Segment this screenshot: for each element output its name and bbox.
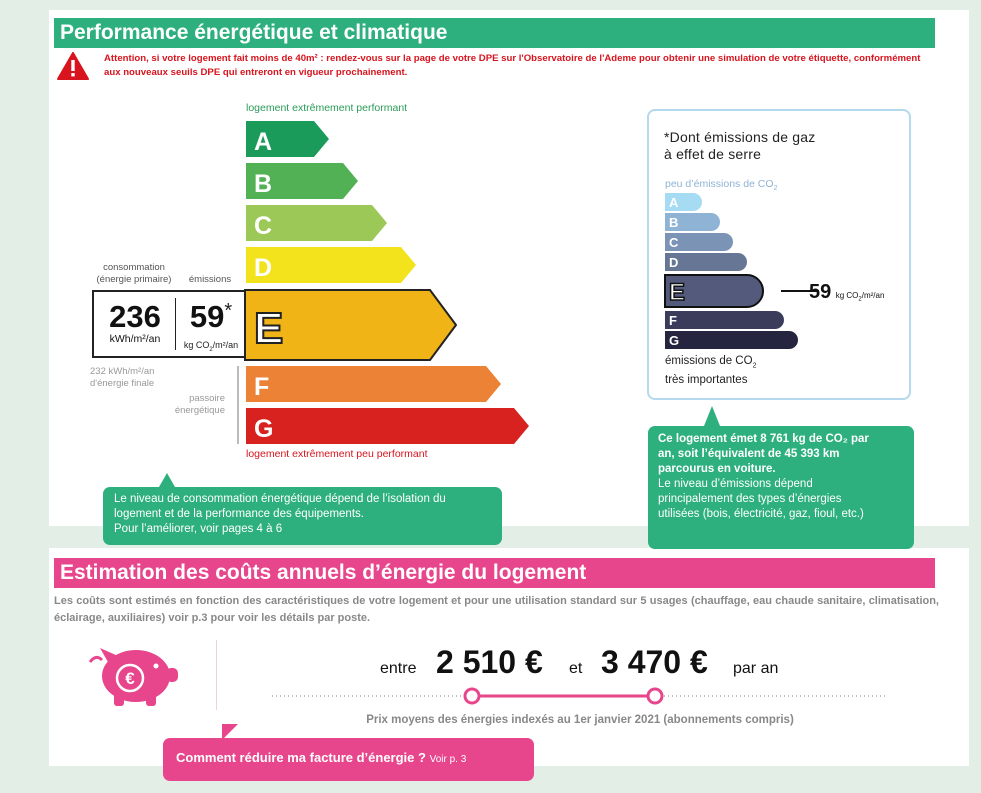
callout-ghg-pointer bbox=[704, 406, 720, 426]
emissions-unit-a: kg CO bbox=[183, 340, 210, 350]
callout-ghg-line1: Ce logement émet 8 761 kg de CO₂ par bbox=[658, 433, 869, 445]
energy-letter-d: D bbox=[254, 254, 273, 282]
emissions-block bbox=[178, 292, 244, 357]
ghg-title-line1: *Dont émissions de gaz bbox=[664, 129, 816, 145]
bill-link[interactable]: Voir p. 3 bbox=[429, 754, 467, 765]
emissions-value-line bbox=[178, 301, 244, 339]
ghg-bar-a bbox=[665, 193, 702, 211]
ghg-value: 59 bbox=[809, 281, 832, 303]
energy-bar-d bbox=[246, 247, 416, 283]
consumption-block bbox=[94, 292, 176, 346]
energy-letter-b: B bbox=[254, 170, 273, 198]
callout-energy-line3: Pour l’améliorer, voir pages 4 à 6 bbox=[114, 523, 283, 535]
ghg-unit-sub: 2 bbox=[858, 296, 862, 303]
scale-bottom-label: logement extrêmement peu performant bbox=[246, 448, 428, 460]
ghg-bar-f bbox=[665, 311, 784, 329]
ghg-letter-d: D bbox=[669, 255, 679, 270]
final-energy-line1: 232 kWh/m²/an bbox=[90, 366, 155, 377]
ghg-letter-a: A bbox=[669, 195, 679, 210]
passoire-line2: énergétique bbox=[174, 405, 225, 416]
ghg-letter-c: C bbox=[669, 235, 679, 250]
cost-description: Les coûts sont estimés en fonction des caractéristiques de votre logement et pour une utilisation standard sur 5 usages (chauffage, eau chaude sanitaire, climatisation, éclairage, auxiliaires) voir p.3 pour voir les détails par poste. bbox=[54, 595, 939, 624]
energy-scale bbox=[244, 118, 534, 448]
piggy-divider bbox=[216, 640, 217, 710]
ghg-letter-g: G bbox=[669, 333, 680, 348]
energy-letter-f: F bbox=[254, 373, 270, 401]
callout-ghg-line4: Le niveau d’émissions dépend bbox=[658, 478, 813, 490]
emissions-unit-sub: 2 bbox=[209, 346, 213, 353]
emissions-label: émissions bbox=[188, 274, 232, 285]
ghg-letter-b: B bbox=[669, 215, 679, 230]
energy-bar-b bbox=[246, 163, 358, 199]
ghg-bar-e bbox=[665, 275, 763, 307]
warning-icon bbox=[57, 52, 89, 80]
ghg-unit-a: kg CO bbox=[835, 291, 859, 300]
energy-bar-f bbox=[246, 366, 501, 402]
warning-text: Attention, si votre logement fait moins de 40m² : rendez-vous sur la page de votre DPE sur l'Observatoire de l'Ademe pour obtenir une simulation de votre étiquette, conformément aux nouveaux seuils DPE qui entreront en vigueur prochainement. bbox=[104, 53, 921, 78]
consumption-label-line2: (énergie primaire) bbox=[96, 274, 172, 285]
emissions-value: 59 bbox=[189, 299, 225, 334]
passoire-label bbox=[150, 393, 225, 417]
callout-energy-pointer bbox=[159, 473, 175, 487]
emissions-star: * bbox=[224, 300, 233, 322]
ghg-bar-d bbox=[665, 253, 747, 271]
value-divider bbox=[175, 298, 176, 350]
cost-and: et bbox=[569, 660, 583, 677]
callout-energy-line1: Le niveau de consommation énergétique dépend de l’isolation du bbox=[114, 493, 446, 505]
ghg-high-label-line2: très importantes bbox=[665, 374, 748, 387]
ghg-letter-f: F bbox=[669, 313, 677, 328]
energy-letter-e: E bbox=[254, 304, 284, 353]
callout-energy-line2: logement et de la performance des équipements. bbox=[114, 508, 364, 520]
performance-title: Performance énergétique et climatique bbox=[54, 18, 935, 48]
callout-ghg-line3: parcourus en voiture. bbox=[658, 463, 776, 475]
consumption-value: 236 bbox=[109, 299, 161, 334]
cost-per-year: par an bbox=[733, 660, 779, 677]
ghg-bar-c bbox=[665, 233, 733, 251]
ghg-box bbox=[647, 109, 911, 400]
ghg-bar-b bbox=[665, 213, 720, 231]
ghg-scale bbox=[663, 193, 908, 353]
ghg-title bbox=[664, 129, 815, 163]
ghg-high-label-sub: 2 bbox=[752, 362, 757, 370]
ghg-high-label bbox=[665, 354, 756, 387]
ghg-value-block bbox=[809, 281, 884, 304]
cost-between bbox=[380, 660, 416, 678]
passoire-bracket bbox=[237, 366, 239, 444]
callout-bill[interactable] bbox=[163, 738, 534, 781]
ghg-unit-b: /m²/an bbox=[861, 291, 885, 300]
ghg-bar-g bbox=[665, 331, 798, 349]
ghg-low-label-sub: 2 bbox=[773, 185, 778, 193]
prices-note: Prix moyens des énergies indexés au 1er janvier 2021 (abonnements compris) bbox=[366, 714, 794, 726]
consumption-label-line1: consommation bbox=[103, 262, 165, 273]
ghg-letter-e: E bbox=[669, 279, 686, 306]
callout-energy bbox=[103, 487, 502, 545]
cost-high-marker bbox=[648, 689, 662, 703]
cost-high: 3 470 € bbox=[601, 644, 708, 680]
callout-ghg-line5: principalement des types d’énergies bbox=[658, 493, 842, 505]
energy-bar-c bbox=[246, 205, 387, 241]
cost-low: 2 510 € bbox=[436, 644, 543, 680]
energy-letter-a: A bbox=[254, 128, 273, 156]
piggy-euro-symbol: € bbox=[125, 669, 135, 688]
callout-ghg bbox=[648, 426, 914, 549]
scale-top-label: logement extrêmement performant bbox=[246, 102, 408, 114]
final-energy-line2: d'énergie finale bbox=[90, 378, 155, 389]
piggy-bank-icon bbox=[86, 642, 182, 708]
energy-letter-g: G bbox=[254, 415, 274, 443]
callout-ghg-line6: utilisées (bois, électricité, gaz, fioul, etc.) bbox=[658, 508, 864, 520]
emissions-unit-b: /m²/an bbox=[212, 340, 239, 350]
energy-bar-g bbox=[246, 408, 529, 444]
ghg-high-label-text: émissions de CO bbox=[665, 355, 753, 367]
consumption-unit: kWh/m²/an bbox=[109, 333, 161, 345]
cost-low-marker bbox=[465, 689, 479, 703]
ghg-low-label-text: peu d’émissions de CO bbox=[665, 178, 774, 190]
passoire-line1: passoire bbox=[189, 393, 225, 404]
emissions-unit bbox=[178, 339, 244, 357]
final-energy-label bbox=[90, 366, 166, 390]
cost-range-bar bbox=[270, 685, 890, 707]
cost-between-word: entre bbox=[380, 660, 417, 677]
ghg-unit bbox=[835, 291, 885, 303]
bill-question: Comment réduire ma facture d’énergie ? bbox=[176, 750, 426, 765]
cost-title: Estimation des coûts annuels d’énergie du logement bbox=[54, 558, 935, 588]
value-box bbox=[92, 290, 244, 358]
energy-bar-a bbox=[246, 121, 329, 157]
ghg-low-label bbox=[665, 178, 777, 192]
consumption-label bbox=[88, 262, 180, 286]
energy-bar-e bbox=[245, 290, 456, 360]
energy-letter-c: C bbox=[254, 212, 273, 240]
ghg-high-label-line1 bbox=[665, 354, 756, 373]
callout-ghg-line2: an, soit l’équivalent de 45 393 km bbox=[658, 448, 840, 460]
ghg-title-line2: à effet de serre bbox=[664, 146, 762, 162]
